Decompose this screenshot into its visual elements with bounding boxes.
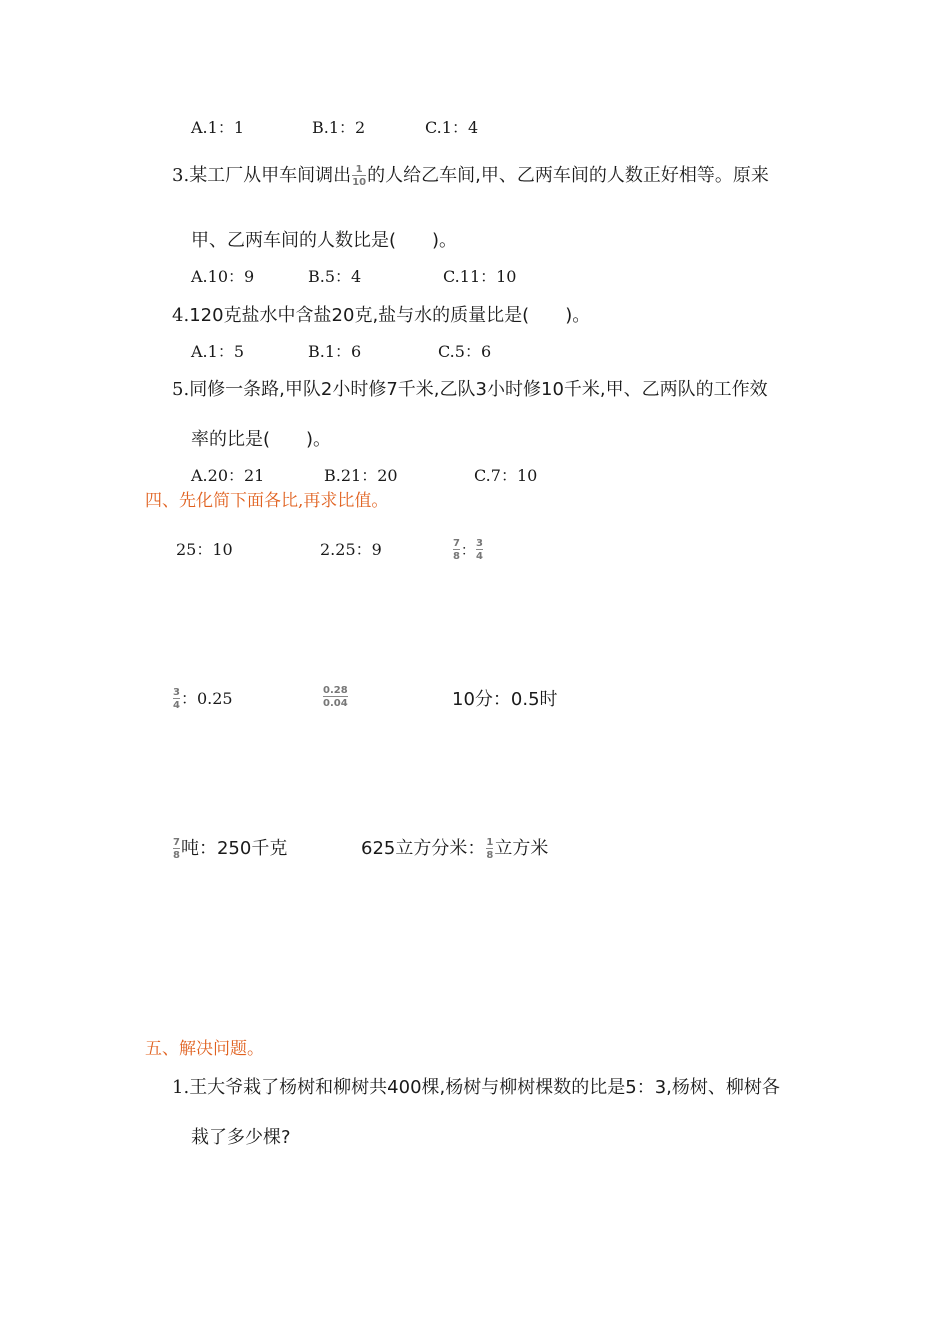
fraction-bar [323,696,348,697]
q3-option-a: A.10：9 [191,267,255,286]
fraction-numerator: 1 [355,164,363,175]
ratio-colon: ： [460,543,475,559]
ratio-expression-7-rest: 吨：250千克 [180,838,288,859]
ratio-expression-3 [452,538,484,563]
ratio-expression-7 [172,837,287,861]
problem-1-number: 1. [172,1077,190,1098]
fraction-denominator: 4 [475,551,483,562]
question-3-number: 3. [172,165,190,186]
q5-option-b: B.21：20 [324,466,398,485]
q3-option-b: B.5：4 [308,267,362,286]
fraction-3-4 [173,687,180,711]
ratio-expression-8-rest: 立方米 [494,838,549,859]
fraction-denominator: 4 [173,700,180,711]
problem-1-line2: 栽了多少棵? [191,1127,291,1148]
problem-1-text: 王大爷栽了杨树和柳树共400棵,杨树与柳树棵数的比是5：3,杨树、柳树各 [189,1077,780,1098]
fraction-0.28-0.04 [323,685,348,709]
q2-option-c: C.1：4 [425,118,479,137]
ratio-expression-8 [361,837,548,861]
problem-1 [172,1076,780,1100]
section-4-heading: 四、先化简下面各比,再求比值。 [145,491,389,511]
fraction-numerator: 1 [486,837,494,848]
question-3-text-part2: 的人给乙车间,甲、乙两车间的人数正好相等。原来 [367,165,769,186]
fraction-7-8 [453,538,460,562]
q4-option-a: A.1：5 [191,342,245,361]
fraction-numerator: 0.28 [323,685,348,696]
q5-option-a: A.20：21 [191,466,265,485]
ratio-expression-1: 25：10 [176,540,233,559]
q2-option-a: A.1：1 [191,118,245,137]
question-5 [172,378,768,402]
q4-option-c: C.5：6 [438,342,492,361]
fraction-bar [352,175,366,176]
fraction-denominator: 8 [453,551,460,562]
fraction-bar [486,848,493,849]
fraction-bar [453,549,460,550]
question-4-number: 4. [172,305,190,326]
fraction-numerator: 3 [475,538,483,549]
question-3-text-part1: 某工厂从甲车间调出 [189,165,352,186]
fraction-bar [173,698,180,699]
fraction-numerator: 3 [173,687,180,698]
fraction-denominator: 8 [173,850,180,861]
ratio-expression-8-pre: 625立方分米： [361,838,486,859]
question-3 [172,164,769,188]
fraction-denominator: 10 [352,177,367,188]
ratio-expression-4 [172,687,233,711]
question-5-line2: 率的比是( )。 [191,429,332,450]
fraction-bar [476,549,483,550]
fraction-numerator: 7 [453,538,460,549]
fraction-bar [173,848,180,849]
question-3-line2: 甲、乙两车间的人数比是( )。 [191,230,458,251]
fraction-denominator: 0.04 [323,698,348,709]
question-3-fraction [352,164,366,188]
question-5-text: 同修一条路,甲队2小时修7千米,乙队3小时修10千米,甲、乙两队的工作效 [189,379,768,400]
ratio-expression-6: 10分：0.5时 [452,689,558,710]
q3-option-c: C.11：10 [443,267,517,286]
fraction-denominator: 8 [486,850,494,861]
fraction-numerator: 7 [173,837,180,848]
q4-option-b: B.1：6 [308,342,362,361]
question-5-number: 5. [172,379,190,400]
fraction-7-8 [173,837,180,861]
question-4 [172,304,590,328]
fraction-3-4 [476,538,483,562]
section-5-heading: 五、解决问题。 [145,1039,264,1059]
question-4-text: 120克盐水中含盐20克,盐与水的质量比是( )。 [189,305,591,326]
q5-option-c: C.7：10 [474,466,538,485]
q2-option-b: B.1：2 [312,118,366,137]
ratio-expression-5 [322,685,349,709]
fraction-1-8 [486,837,493,861]
ratio-expression-2: 2.25：9 [320,540,382,559]
ratio-expression-4-rest: ：0.25 [180,689,233,708]
